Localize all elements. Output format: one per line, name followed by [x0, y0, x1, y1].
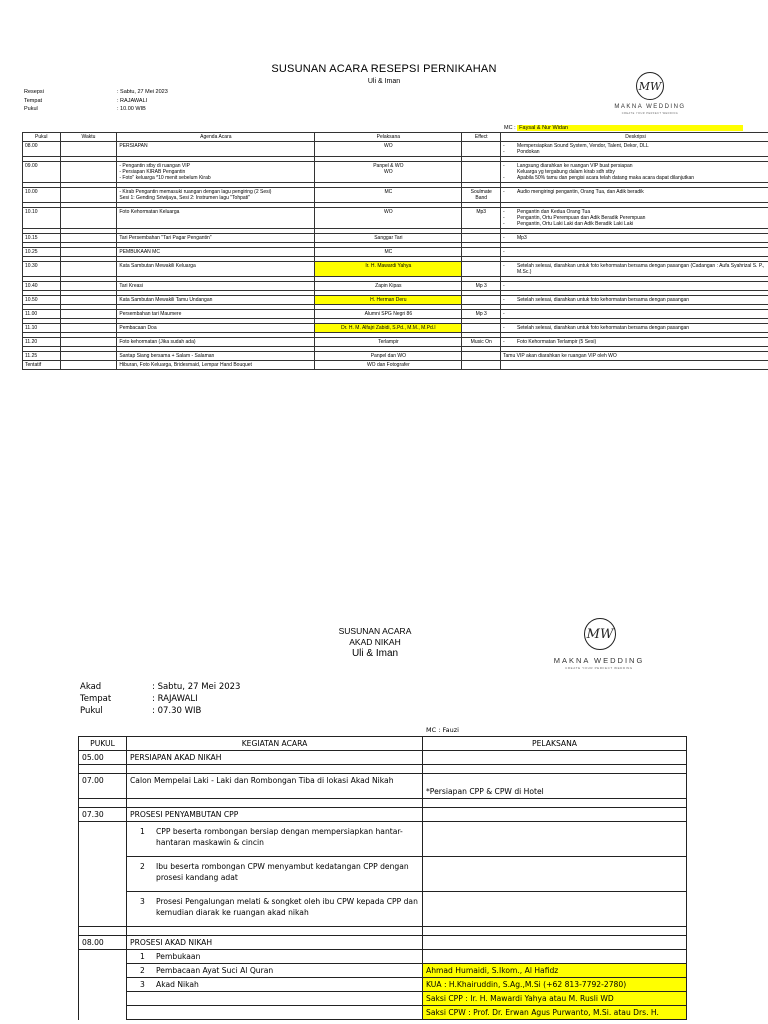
waktu-cell [60, 262, 117, 277]
item-text: Akad Nikah [156, 980, 199, 989]
pelaksana-text: MC [384, 189, 393, 195]
column-header: Agenda Acara [117, 133, 315, 142]
pelaksana-cell [423, 822, 687, 857]
info-label: Akad [80, 682, 102, 692]
info-value: : RAJAWALI [117, 97, 148, 104]
pelaksana-cell: KUA : H.Khairuddin, S.Ag.,M.Si (+62 813-7792-2780) [423, 978, 687, 992]
item-text: Pembukaan [156, 952, 201, 961]
item-text: CPP beserta rombongan bersiap dengan mempersiapkan hantar-hantaran maskawin & cincin [156, 827, 403, 847]
pelaksana-text: Sanggar Tari [374, 235, 403, 241]
pukul-cell: 09.00 [23, 162, 61, 183]
monogram-icon [636, 72, 664, 100]
activity-cell: PERSIAPAN AKAD NIKAH [127, 751, 423, 765]
item-number: 1 [140, 952, 145, 961]
time-cell: 07.00 [79, 774, 127, 799]
activity-cell: PROSESI AKAD NIKAH [127, 936, 423, 950]
info-value: : RAJAWALI [152, 694, 198, 704]
item-text: Prosesi Pengalungan melati & songket oleh ibu CPW kepada CPP dan kemudian diarak ke ruangan akad nikah [156, 897, 418, 917]
pelaksana-cell [315, 234, 462, 243]
deskripsi-cell [501, 208, 768, 229]
pelaksana-text: MC [384, 249, 393, 255]
item-number: 2 [140, 862, 145, 871]
brand-name: MAKNA WEDDING [553, 656, 645, 665]
mc-label: MC : [504, 125, 516, 131]
sub-row [79, 822, 687, 857]
pelaksana-text: Terlampir [378, 339, 399, 345]
info-value: : 10.00 WIB [117, 106, 146, 112]
info-label: Pukul [80, 706, 103, 716]
time-cell [79, 992, 127, 1006]
column-header: Pukul [23, 133, 61, 142]
effect-cell [462, 162, 501, 183]
pelaksana-cell [315, 282, 462, 291]
time-cell [79, 857, 127, 892]
deskripsi-item: - Mempersiapkan Sound System, Vendor, Talent, Dekor, DLL [503, 143, 768, 149]
pelaksana-cell [315, 262, 462, 277]
time-cell [79, 1006, 127, 1020]
pelaksana-cell [315, 162, 462, 183]
agenda-cell: PEMBUKAAN MC [117, 248, 315, 257]
waktu-cell [60, 338, 117, 347]
item-text: Pembacaan Ayat Suci Al Quran [156, 966, 274, 975]
pelaksana-cell: *Persiapan CPP & CPW di Hotel [423, 774, 687, 799]
deskripsi-item: - Foto Kehormatan Terlampir (5 Sesi) [503, 339, 768, 345]
deskripsi-item: - Audio mengiringi pengantin, Orang Tua, dan Adik beradik [503, 189, 768, 195]
spacer-row [79, 765, 687, 774]
activity-cell [127, 964, 423, 978]
agenda-cell: Tari Persembahan "Tari Pagar Pengantin" [117, 234, 315, 243]
brand-logo [600, 72, 700, 118]
akad-couple: Uli & Iman [351, 648, 399, 659]
akad-mc: MC : Fauzi [426, 726, 459, 732]
pelaksana-text: Panpel dan WO [370, 353, 407, 359]
pukul-cell: 10.15 [23, 234, 61, 243]
pelaksana-text: WO [384, 143, 393, 149]
page-title: SUSUNAN ACARA RESEPSI PERNIKAHAN [271, 63, 497, 75]
akad-schedule-table [78, 736, 687, 1020]
table-row [79, 808, 687, 822]
deskripsi-item: - Pengantin, Ortu Laki Laki dan Adik Beradik Laki Laki [503, 221, 768, 227]
akad-info [80, 681, 111, 717]
activity-cell [127, 892, 423, 927]
effect-cell [462, 248, 501, 257]
pukul-cell: Tentatif [23, 361, 61, 370]
table-row [23, 188, 768, 203]
deskripsi-item: - Setelah selesai, diarahkan untuk foto kehormatan bersama dengan pasangan [503, 297, 768, 303]
waktu-cell [60, 188, 117, 203]
deskripsi-cell [501, 361, 768, 370]
pelaksana-cell [315, 296, 462, 305]
activity-cell [127, 857, 423, 892]
item-number: 1 [140, 827, 145, 836]
activity-cell [127, 822, 423, 857]
pukul-cell: 10.40 [23, 282, 61, 291]
table-row [79, 774, 687, 799]
deskripsi-item: - Setelah selesai, diarahkan untuk foto kehormatan bersama dengan pasangan [503, 325, 768, 331]
pelaksana-cell [423, 892, 687, 927]
waktu-cell [60, 248, 117, 257]
akad-info-values [152, 681, 240, 717]
pelaksana-cell [423, 950, 687, 964]
deskripsi-cell [501, 338, 768, 347]
agenda-cell: Persembahan tari Maumere [117, 310, 315, 319]
agenda-cell: PERSIAPAN [117, 142, 315, 157]
effect-cell [462, 262, 501, 277]
pelaksana-text: Panpel & WO WO [373, 163, 404, 175]
time-cell: 05.00 [79, 751, 127, 765]
column-header: Deskripsi [501, 133, 768, 142]
sub-row [79, 892, 687, 927]
pelaksana-text: H. Herman Deru [370, 297, 407, 303]
table-row [23, 234, 768, 243]
pukul-cell: 11.20 [23, 338, 61, 347]
time-cell: 08.00 [79, 936, 127, 950]
couple-names: Uli & Iman [367, 78, 401, 85]
table-row [79, 751, 687, 765]
pelaksana-text: Alumni SPG Negri 86 [364, 311, 413, 317]
sub-row [79, 992, 687, 1006]
info-label: Tempat [24, 97, 43, 104]
pelaksana-cell [315, 338, 462, 347]
pelaksana-cell [315, 361, 462, 370]
deskripsi-cell [501, 262, 768, 277]
effect-cell [462, 142, 501, 157]
pelaksana-cell [315, 352, 462, 361]
item-number: 2 [140, 966, 145, 975]
deskripsi-cell [501, 248, 768, 257]
activity-cell [127, 1006, 423, 1020]
deskripsi-item: - Apabila 50% tamu dan pengisi acara telah datang maka acara dapat dilanjutkan [503, 175, 768, 181]
mc-name: Faysal & Nur Widan [517, 125, 743, 131]
effect-cell: Music On [462, 338, 501, 347]
deskripsi-cell [501, 142, 768, 157]
item-number: 3 [140, 980, 145, 989]
pelaksana-text: Ir. H. Mawardi Yahya [365, 263, 412, 269]
monogram-text: MW [638, 79, 662, 93]
pukul-cell: 11.25 [23, 352, 61, 361]
table-header-row [79, 737, 687, 751]
pelaksana-cell [315, 324, 462, 333]
effect-cell [462, 361, 501, 370]
agenda-cell: - Kirab Pengantin memasuki ruangan dengan lagu pengiring (2 Sesi) Sesi 1: Gending Sriwijaya, Sesi 2: Instrumen lagu "Tohpati" [117, 188, 315, 203]
table-row [23, 361, 768, 370]
deskripsi-item: - Mp3 [503, 235, 768, 241]
pelaksana-text: WO dan Fotografer [366, 362, 410, 368]
deskripsi-cell [501, 282, 768, 291]
agenda-cell: Hiburan, Foto Keluarga, Bridesmaid, Lempar Hand Bouquet [117, 361, 315, 370]
table-row [23, 162, 768, 183]
deskripsi-cell [501, 234, 768, 243]
pelaksana-cell: Saksi CPW : Prof. Dr. Erwan Agus Purwanto, M.Si. atau Drs. H. [423, 1006, 687, 1020]
spacer-row [79, 799, 687, 808]
activity-cell: PROSESI PENYAMBUTAN CPP [127, 808, 423, 822]
table-row [23, 282, 768, 291]
waktu-cell [60, 310, 117, 319]
waktu-cell [60, 352, 117, 361]
deskripsi-cell [501, 188, 768, 203]
table-row [79, 936, 687, 950]
effect-cell [462, 324, 501, 333]
info-label: Resepsi [24, 89, 44, 95]
waktu-cell [60, 234, 117, 243]
time-cell [79, 950, 127, 964]
waktu-cell [60, 208, 117, 229]
sub-row [79, 964, 687, 978]
agenda-cell: Kata Sambutan Mewakili Keluarga [117, 262, 315, 277]
pelaksana-cell: Saksi CPP : Ir. H. Mawardi Yahya atau M. Rusli WD [423, 992, 687, 1006]
info-value: : 07.30 WIB [152, 706, 202, 716]
waktu-cell [60, 162, 117, 183]
brand-name: MAKNA WEDDING [614, 104, 686, 110]
pelaksana-text: Zapin Kipas [375, 283, 402, 289]
effect-cell: Mp 3 [462, 310, 501, 319]
deskripsi-cell [501, 324, 768, 333]
time-cell: 07.30 [79, 808, 127, 822]
pukul-cell: 10.50 [23, 296, 61, 305]
table-row [23, 338, 768, 347]
pelaksana-cell: Ahmad Humaidi, S.Ikom., Al Hafidz [423, 964, 687, 978]
time-cell [79, 964, 127, 978]
info-value: : Sabtu, 27 Mei 2023 [152, 682, 241, 692]
pukul-cell: 10.10 [23, 208, 61, 229]
agenda-cell: Santap Siang bersama + Salam - Salaman [117, 352, 315, 361]
brand-tagline: CREATE YOUR PERFECT WEDDING [621, 112, 679, 115]
monogram-icon [584, 618, 616, 650]
brand-logo-2 [540, 618, 658, 672]
sub-row [79, 857, 687, 892]
pelaksana-text: Dr. H. M. Alfajri Zabidi, S.Pd., M.M., M.Pd.I [341, 325, 436, 331]
effect-cell [462, 352, 501, 361]
deskripsi-item: - Langsung diarahkan ke ruangan VIP buat persiapan Keluarga yg tergabung dalam kirab sdh stby [503, 163, 768, 175]
pukul-cell: 11.10 [23, 324, 61, 333]
pelaksana-cell [315, 188, 462, 203]
sub-row [79, 1006, 687, 1020]
info-value: : Sabtu, 27 Mei 2023 [117, 89, 168, 95]
column-header: PUKUL [79, 737, 127, 751]
pukul-cell: 10.25 [23, 248, 61, 257]
pukul-cell: 10.30 [23, 262, 61, 277]
item-number: 3 [140, 897, 145, 906]
agenda-cell: - Pengantin stby di ruangan VIP - Persiapan KIRAB Pengantin - Foto" keluarga *10 menit sebelum Kirab [117, 162, 315, 183]
table-row [23, 352, 768, 361]
waktu-cell [60, 142, 117, 157]
agenda-cell: Foto Kehormatan Keluarga [117, 208, 315, 229]
pelaksana-cell [423, 751, 687, 765]
table-row [23, 142, 768, 157]
akad-title [300, 626, 450, 659]
akad-title-line2: AKAD NIKAH [349, 637, 401, 647]
pukul-cell: 10.00 [23, 188, 61, 203]
info-label: Pukul [24, 106, 38, 112]
reception-schedule-table [22, 132, 768, 370]
deskripsi-item: - Pengantin dan Kedua Orang Tua [503, 209, 768, 215]
deskripsi-cell: Tamu VIP akan diarahkan ke ruangan VIP oleh WO [501, 352, 768, 361]
monogram-text: MW [586, 626, 614, 642]
time-cell [79, 892, 127, 927]
deskripsi-cell [501, 310, 768, 319]
deskripsi-item: - Setelah selesai, diarahkan untuk foto kehormatan bersama dengan pasangan (Cadangan : Aufa Syahrizal S. P., M.Sc.) [503, 263, 768, 275]
pelaksana-cell [423, 936, 687, 950]
sub-row [79, 978, 687, 992]
table-row [23, 248, 768, 257]
pelaksana-text: WO [384, 209, 393, 215]
info-label: Tempat [80, 694, 112, 704]
column-header: Pelaksana [315, 133, 462, 142]
table-row [23, 208, 768, 229]
table-row [23, 296, 768, 305]
pukul-cell: 11.00 [23, 310, 61, 319]
effect-cell: Mp3 [462, 208, 501, 229]
item-text: Ibu beserta rombongan CPW menyambut kedatangan CPP dengan prosesi kandang adat [156, 862, 409, 882]
waktu-cell [60, 361, 117, 370]
agenda-cell: Tari Kreasi [117, 282, 315, 291]
agenda-cell: Kata Sambutan Mewakili Tamu Undangan [117, 296, 315, 305]
sub-row [79, 950, 687, 964]
deskripsi-cell [501, 162, 768, 183]
effect-cell: Mp 3 [462, 282, 501, 291]
pelaksana-cell [315, 248, 462, 257]
activity-cell [127, 992, 423, 1006]
waktu-cell [60, 282, 117, 291]
brand-tagline: CREATE YOUR PERFECT WEDDING [565, 666, 633, 670]
column-header: KEGIATAN ACARA [127, 737, 423, 751]
agenda-cell: Pembacaan Doa [117, 324, 315, 333]
table-row [23, 262, 768, 277]
pelaksana-cell [423, 857, 687, 892]
event-info-values [117, 88, 168, 114]
waktu-cell [60, 324, 117, 333]
activity-cell: Calon Mempelai Laki - Laki dan Rombongan Tiba di lokasi Akad Nikah [127, 774, 423, 799]
effect-cell [462, 234, 501, 243]
mc-line [504, 125, 743, 131]
deskripsi-item: - Pengantin, Ortu Perempuan dan Adik Beradik Perempuan [503, 215, 768, 221]
activity-cell [127, 978, 423, 992]
pukul-cell: 08.00 [23, 142, 61, 157]
waktu-cell [60, 296, 117, 305]
column-header: Waktu [60, 133, 117, 142]
table-header-row [23, 133, 768, 142]
activity-cell [127, 950, 423, 964]
time-cell [79, 822, 127, 857]
column-header: PELAKSANA [423, 737, 687, 751]
agenda-cell: Foto kehormatan (Jika sudah ada) [117, 338, 315, 347]
deskripsi-item: - Pondokan [503, 149, 768, 155]
time-cell [79, 978, 127, 992]
effect-cell: Soulmate Band [462, 188, 501, 203]
akad-title-line1: SUSUNAN ACARA [338, 626, 412, 636]
deskripsi-cell [501, 296, 768, 305]
spacer-row [79, 927, 687, 936]
pelaksana-cell [315, 142, 462, 157]
effect-cell [462, 296, 501, 305]
pelaksana-cell [315, 310, 462, 319]
event-info [24, 88, 44, 114]
column-header: Effect [462, 133, 501, 142]
pelaksana-cell [423, 808, 687, 822]
table-row [23, 310, 768, 319]
pelaksana-cell [315, 208, 462, 229]
table-row [23, 324, 768, 333]
